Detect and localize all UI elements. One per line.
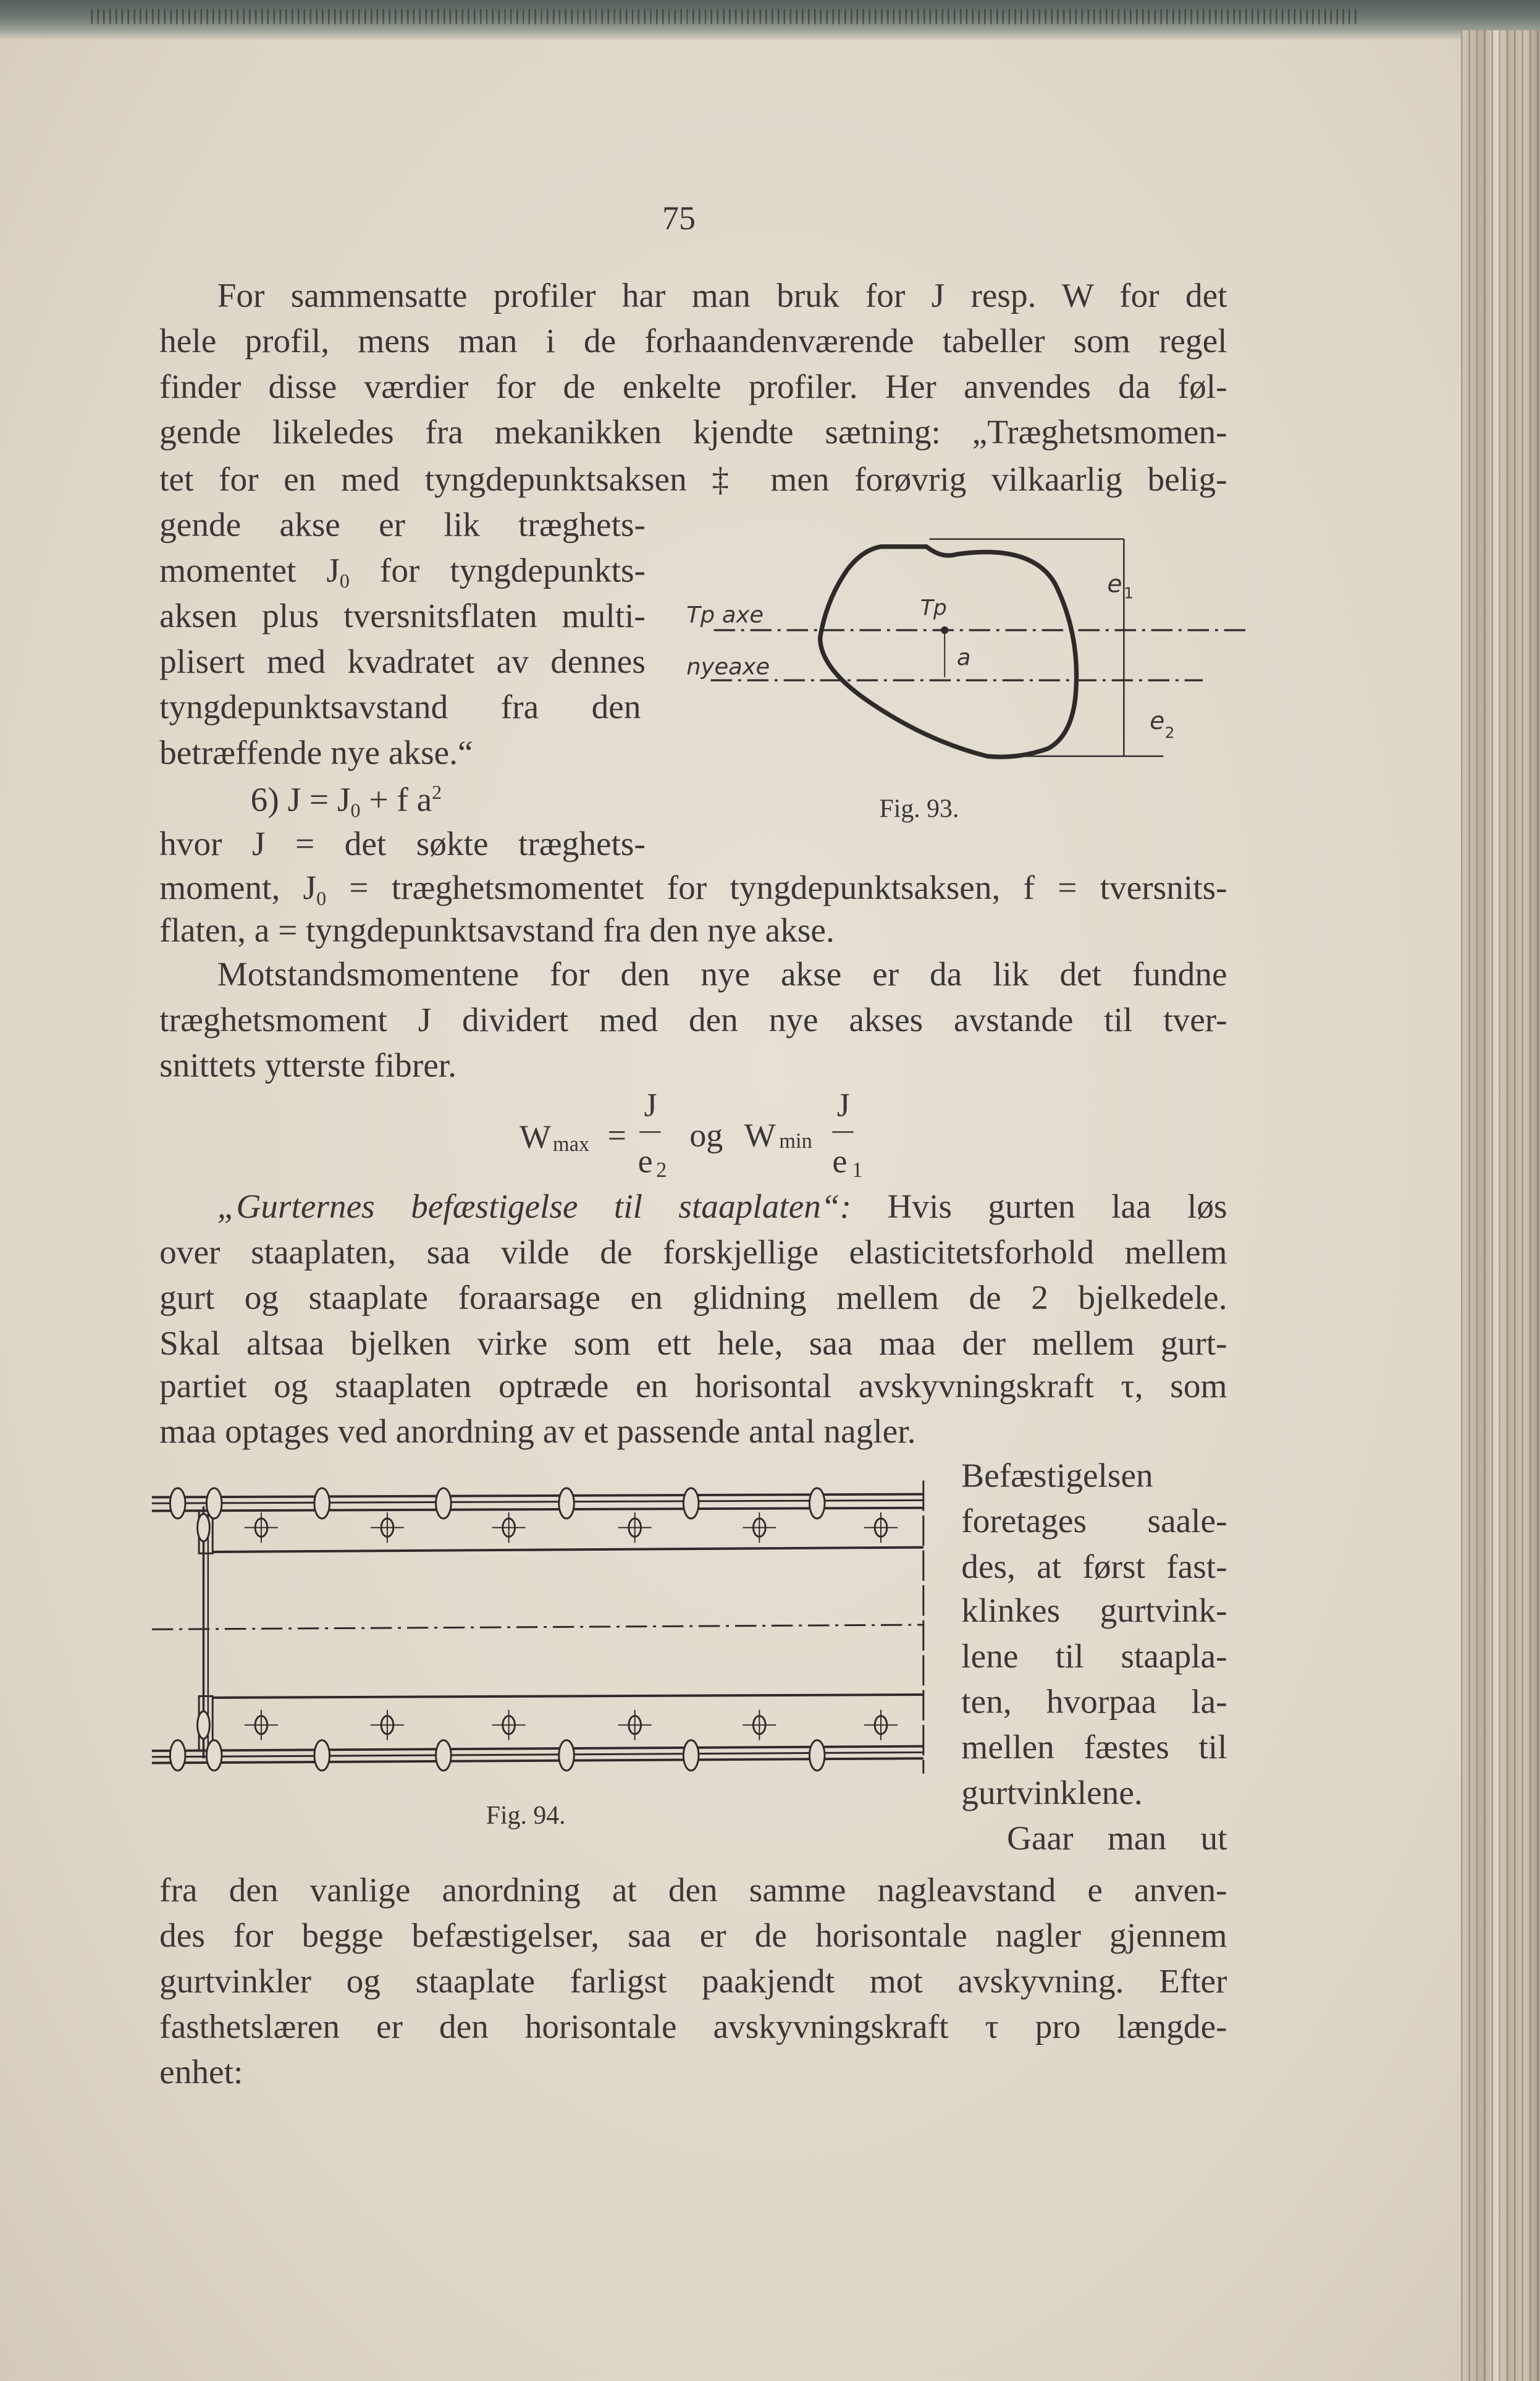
text-run: klinkes gurtvink- <box>961 1591 1227 1630</box>
rivet-hole <box>436 1740 452 1771</box>
rivet-hole <box>198 1711 210 1738</box>
label-tp-axe: Tp axe <box>686 601 764 628</box>
text-run: For sammensatte profiler har man bruk for J resp. W for det <box>217 276 1227 314</box>
text-run: betræffende nye akse.“ <box>159 733 473 772</box>
bottom-flange-plate <box>152 1747 924 1751</box>
formula-num: J <box>644 1085 657 1124</box>
rivet-hole <box>683 1488 699 1519</box>
text-run: des, at først fast- <box>961 1547 1227 1586</box>
formula-num: J <box>836 1085 850 1124</box>
text-run: Befæstigelsen <box>961 1456 1153 1494</box>
label-nye-axe: nyeaxe <box>686 653 770 680</box>
text-run: momentet J <box>159 551 340 589</box>
text-run: tet for en med tyngdepunktsaksen ‡ men forøvrig vilkaarlig belig- <box>159 460 1227 499</box>
formula-den-sub: 2 <box>656 1160 667 1183</box>
label-e1-sub: 1 <box>1124 584 1134 602</box>
text-run: maa optages ved anordning av et passende antal nagler. <box>159 1412 916 1451</box>
text-run: flaten, a = tyngdepunktsavstand fra den nye akse. <box>159 911 835 950</box>
text-run: gende likeledes fra mekanikken kjendte sætning: „Træghetsmomen- <box>159 413 1227 451</box>
bottom-angle-edge <box>212 1695 924 1698</box>
subscript: 0 <box>316 887 327 910</box>
text-run: plisert med kvadratet av dennes <box>159 642 646 681</box>
rivet-hole <box>809 1740 825 1771</box>
formula-eq: = <box>607 1116 626 1155</box>
rivet-hole <box>170 1488 185 1519</box>
rivet-hole <box>559 1740 574 1771</box>
label-e2-sub: 2 <box>1164 723 1175 742</box>
text-run: = træghetsmomentet for tyngdepunktsaksen, f = tversnits- <box>326 868 1227 907</box>
text-run: moment, J <box>159 868 317 907</box>
text-run: hvor J = det søkte træghets- <box>159 824 646 863</box>
subscript: 0 <box>339 569 350 592</box>
text-run: ten, hvorpaa la- <box>961 1682 1227 1721</box>
text-run: gurtvinklene. <box>961 1773 1143 1812</box>
text-run: Gaar man ut <box>1007 1819 1227 1858</box>
text-run: „Gurternes befæstigelse til staaplaten“: <box>217 1187 852 1226</box>
figure-93-caption: Fig. 93. <box>879 794 959 824</box>
text-run: aksen plus tversnitsflaten multi- <box>159 596 646 635</box>
text-run: gende akse er lik træghets- <box>159 505 646 544</box>
figure-94-caption: Fig. 94. <box>486 1801 566 1830</box>
text-run: snittets ytterste fibrer. <box>159 1046 457 1084</box>
text-run: enhet: <box>159 2053 243 2091</box>
label-e2: e <box>1150 706 1165 735</box>
top-flange-plate <box>152 1508 924 1511</box>
formula-sub: min <box>779 1131 812 1155</box>
rivet-hole <box>314 1740 330 1771</box>
rivet-hole <box>170 1740 185 1771</box>
text-run: foretages saale- <box>961 1501 1227 1540</box>
text-run: mellen fæstes til <box>961 1728 1227 1766</box>
text-run: lene til staapla- <box>961 1637 1227 1675</box>
text-run: tyngdepunktsavstand fra den <box>159 688 641 726</box>
text-run: Skal altsaa bjelken virke som ett hele, saa maa der mellem gurt- <box>159 1324 1227 1362</box>
rivet-hole <box>206 1740 222 1771</box>
centerline <box>152 1625 924 1629</box>
text-run: 6) J = J <box>250 780 351 819</box>
rivet-hole <box>206 1488 222 1519</box>
formula-og: og <box>689 1116 723 1155</box>
text-run: partiet og staaplaten optræde en horisontal avskyvningskraft τ, som <box>159 1367 1227 1405</box>
subscript: 0 <box>350 798 361 822</box>
rivet-hole <box>198 1514 210 1541</box>
text-run: des for begge befæstigelser, saa er de horisontale nagler gjennem <box>159 1916 1227 1955</box>
text-run: Motstandsmomentene for den nye akse er da lik det fundne <box>217 955 1227 993</box>
formula-w: W <box>519 1118 551 1156</box>
formula-sub: max <box>552 1134 590 1157</box>
label-e1: e <box>1107 570 1122 599</box>
text-run: Hvis gurten laa løs <box>851 1187 1227 1226</box>
text-run: finder disse værdier for de enkelte profiler. Her anvendes da føl- <box>159 367 1227 406</box>
text-run: + f a <box>360 780 432 819</box>
top-angle-edge <box>212 1548 924 1552</box>
formula-den: e <box>832 1142 848 1180</box>
formula-den: e <box>637 1142 653 1180</box>
rivet-hole <box>314 1488 330 1519</box>
rivet-hole <box>809 1488 825 1519</box>
label-a: a <box>956 644 971 671</box>
top-flange-plate <box>152 1500 924 1503</box>
text-run: træghetsmoment J dividert med den nye akses avstande til tver- <box>159 1000 1227 1039</box>
text-run: over staaplaten, saa vilde de forskjellige elasticitetsforhold mellem <box>159 1233 1227 1271</box>
formula-w: W <box>744 1116 776 1155</box>
bottom-flange-plate <box>152 1752 924 1756</box>
rivet-hole <box>436 1488 452 1519</box>
superscript: 2 <box>432 780 442 804</box>
text-run: gurtvinkler og staaplate farligst paakjendt mot avskyvning. Efter <box>159 1962 1227 2000</box>
bottom-flange-plate <box>152 1758 924 1763</box>
text-run: fasthetslæren er den horisontale avskyvningskraft τ pro længde- <box>159 2007 1227 2046</box>
top-flange-plate <box>152 1494 924 1498</box>
label-tp: Tp <box>920 596 947 621</box>
rivet-hole <box>683 1740 699 1771</box>
text-run: gurt og staaplate foraarsage en glidning mellem de 2 bjelkedele. <box>159 1278 1227 1317</box>
text-run: hele profil, mens man i de forhaandenværende tabeller som regel <box>159 322 1227 360</box>
text-run: fra den vanlige anordning at den samme nagleavstand e anven- <box>159 1871 1227 1909</box>
rivet-hole <box>559 1488 574 1519</box>
page-number: 75 <box>662 198 696 237</box>
formula-den-sub: 1 <box>852 1160 863 1183</box>
text-run: for tyngdepunkts- <box>349 551 646 589</box>
